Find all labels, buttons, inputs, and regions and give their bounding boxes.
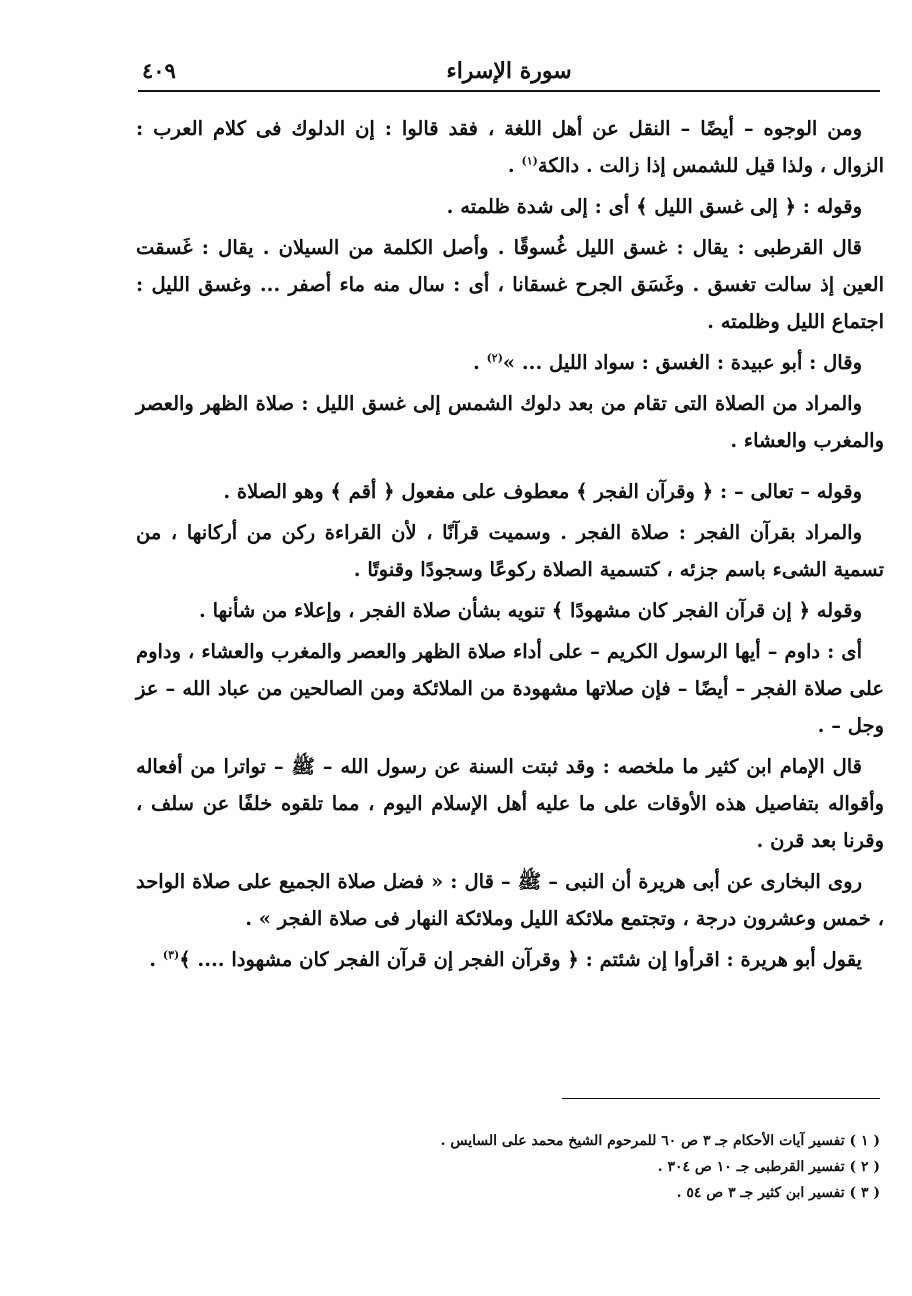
- surah-title: سورة الإسراء: [446, 58, 572, 84]
- paragraph-text: ومن الوجوه – أيضًا – النقل عن أهل اللغة ، فقد قالوا : إن الدلوك فى كلام العرب : الزوال ، ولذا قيل للشمس إذا زالت . دالكة: [136, 117, 884, 177]
- paragraph: أى : داوم – أيها الرسول الكريم – على أداء صلاة الظهر والعصر والمغرب والعشاء ، وداوم على صلاة الفجر – أيضًا – فإن صلاتها مشهودة من الملائكة ومن الصالحين من عباد الله – عز وجل – .: [136, 640, 884, 737]
- paragraph-text: وقال : أبو عبيدة : الغسق : سواد الليل ... »: [502, 351, 862, 374]
- paragraph: روى البخارى عن أبى هريرة أن النبى – ﷺ – قال : « فضل صلاة الجميع على صلاة الواحد ، خمس وعشرون درجة ، وتجتمع ملائكة الليل وملائكة النهار فى صلاة الفجر » .: [136, 870, 884, 930]
- paragraph: قال القرطبى : يقال : غسق الليل غُسوقًا . وأصل الكلمة من السيلان . يقال : غَسقت العين إذ سالت تغسق . وغَسَق الجرح غسقانا ، أى : سال منه ماء أصفر ... وغسق الليل : اجتماع الليل وظلمته .: [136, 236, 884, 333]
- paragraph-end: .: [507, 154, 522, 177]
- footnote: ( ١ ) تفسير آيات الأحكام جـ ٣ ص ٦٠ للمرحوم الشيخ محمد على السايس .: [440, 1133, 880, 1149]
- footnote-ref: (٣): [162, 948, 180, 962]
- footnote: ( ٢ ) تفسير القرطبى جـ ١٠ ص ٣٠٤ .: [657, 1159, 880, 1175]
- footnotes: [300, 1128, 880, 1206]
- paragraph-text: يقول أبو هريرة : اقرأوا إن شئتم : ﴿ وقرآن الفجر إن قرآن الفجر كان مشهودا .... ﴾: [179, 948, 862, 971]
- footnote-ref: (١): [521, 154, 538, 168]
- paragraph: والمراد من الصلاة التى تقام من بعد دلوك الشمس إلى غسق الليل : صلاة الظهر والعصر والمغرب والعشاء .: [136, 392, 884, 452]
- paragraph-end: .: [472, 351, 487, 374]
- paragraph: [136, 110, 884, 184]
- paragraph-end: .: [149, 948, 163, 971]
- main-text: [136, 110, 884, 982]
- paragraph: وقوله ﴿ إن قرآن الفجر كان مشهودًا ﴾ تنويه بشأن صلاة الفجر ، وإعلاء من شأنها .: [199, 599, 862, 622]
- footnote-divider: [562, 1098, 880, 1099]
- footnote-ref: (٢): [486, 351, 503, 365]
- paragraph: وقوله – تعالى – : ﴿ وقرآن الفجر ﴾ معطوف على مفعول ﴿ أقم ﴾ وهو الصلاة .: [223, 480, 862, 503]
- paragraph: والمراد بقرآن الفجر : صلاة الفجر . وسميت قرآنًا ، لأن القراءة ركن من أركانها ، من تسمية الشىء باسم جزئه ، كتسمية الصلاة ركوعًا وسجودًا وقنوتًا .: [136, 521, 884, 581]
- footnote: ( ٣ ) تفسير ابن كثير جـ ٣ ص ٥٤ .: [676, 1185, 880, 1201]
- page-header: [138, 50, 880, 92]
- page-number: ٤٠٩: [142, 58, 176, 83]
- paragraph: قال الإمام ابن كثير ما ملخصه : وقد ثبتت السنة عن رسول الله – ﷺ – تواترا من أفعاله وأقواله بتفاصيل هذه الأوقات على ما عليه أهل الإسلام اليوم ، مما تلقوه خلفًا عن سلف ، وقرنا بعد قرن .: [136, 755, 884, 852]
- paragraph: [136, 344, 884, 381]
- paragraph: [136, 941, 884, 978]
- paragraph: وقوله : ﴿ إلى غسق الليل ﴾ أى : إلى شدة ظلمته .: [446, 195, 862, 218]
